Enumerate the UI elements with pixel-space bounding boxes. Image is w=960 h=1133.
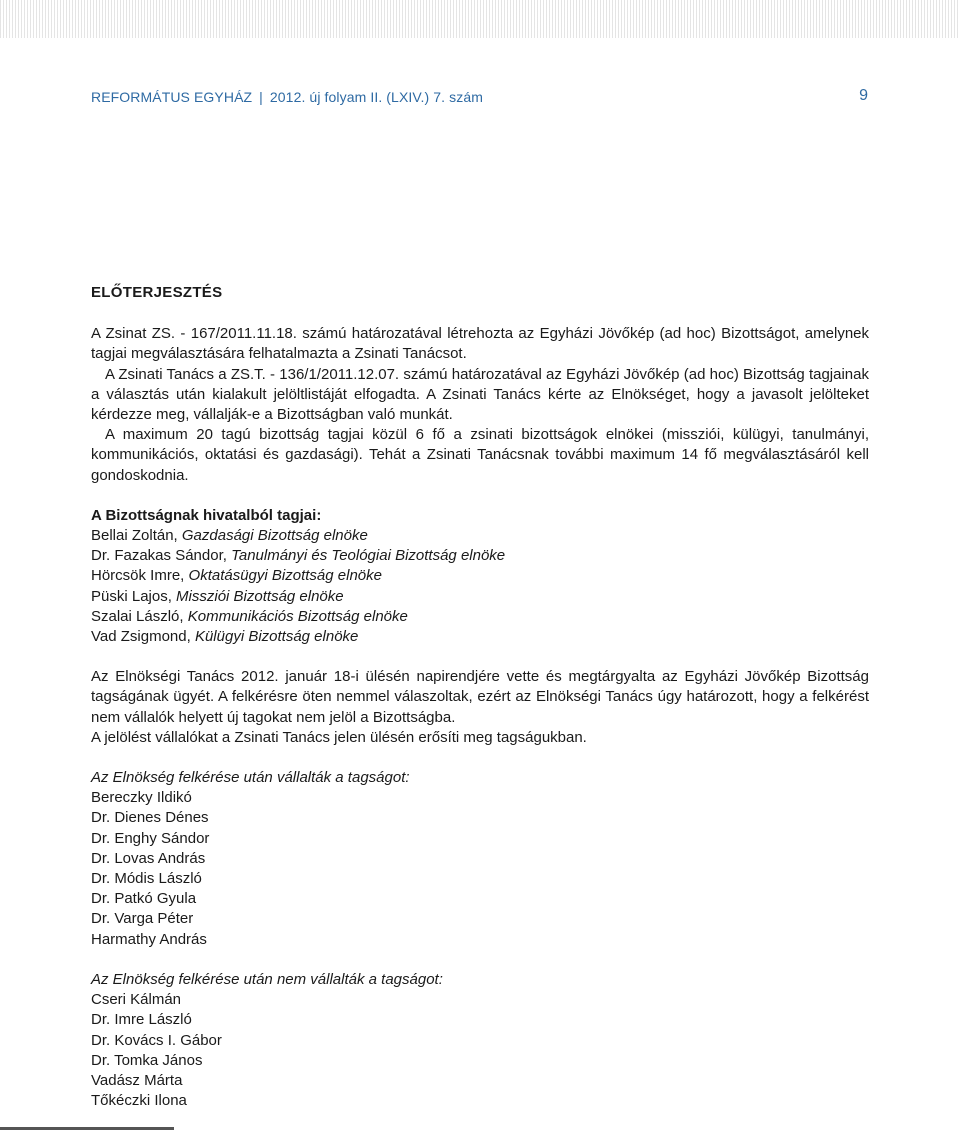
member-role: Missziói Bizottság elnöke — [176, 587, 344, 605]
list-item — [91, 587, 869, 607]
ex-officio-heading: A Bizottságnak hivatalból tagjai: — [91, 506, 322, 524]
paragraph: A maximum 20 tagú bizottság tagjai közül 6 fő a zsinati bizottságok elnökei (missziói, külügyi, tanulmányi, kommunikációs, oktatási és gazdasági). Tehát a Zsinati Tanácsnak további maximum 14 fő megválasztásáról kell gondoskodnia. — [91, 426, 869, 484]
member-role: Külügyi Bizottság elnöke — [194, 628, 359, 646]
paragraph: Az Elnökségi Tanács 2012. január 18-i ülésén napirendjére vette és megtárgyalta az Egyházi Jövőkép Bizottság tagságának ügyét. A felkérésre öten nemmel válaszoltak, ezért az Elnökségi Tanács úgy határozott, hogy a felkérést nem vállalók helyett új tagokat nem jelöl a Bizottságba. — [91, 668, 869, 726]
accepted-heading: Az Elnökség felkérése után vállalták a tagságot: — [91, 769, 410, 787]
list-item — [91, 546, 869, 566]
list-item: Harmathy András — [91, 930, 207, 948]
list-item — [91, 607, 869, 627]
article-body — [91, 283, 869, 1111]
list-item: Dr. Kovács I. Gábor — [91, 1031, 222, 1049]
spacer — [91, 748, 869, 768]
declined-heading: Az Elnökség felkérése után nem vállalták a tagságot: — [91, 970, 443, 988]
article-title: ELŐTERJESZTÉS — [91, 284, 223, 301]
member-role: Gazdasági Bizottság elnöke — [181, 527, 368, 545]
member-name: Szalai László, — [91, 607, 184, 625]
spacer — [91, 486, 869, 506]
member-role: Kommunikációs Bizottság elnöke — [187, 607, 408, 625]
list-item — [91, 526, 869, 546]
spacer — [91, 647, 869, 667]
decorative-top-border — [0, 0, 960, 38]
list-item: Dr. Tomka János — [91, 1051, 203, 1069]
accepted-list — [91, 788, 869, 950]
paragraph: A Zsinat ZS. - 167/2011.11.18. számú határozatával létrehozta az Egyházi Jövőkép (ad hoc) Bizottságot, amelynek tagjai megválasztására felhatalmazta a Zsinati Tanácsot. — [91, 325, 869, 363]
list-item: Dr. Enghy Sándor — [91, 829, 210, 847]
ex-officio-list — [91, 526, 869, 647]
member-name: Dr. Fazakas Sándor, — [91, 547, 227, 565]
header-separator: | — [259, 89, 263, 105]
publication-name: REFORMÁTUS EGYHÁZ — [91, 89, 253, 105]
list-item — [91, 627, 869, 647]
member-name: Vad Zsigmond, — [91, 628, 191, 646]
declined-list — [91, 990, 869, 1111]
spacer — [91, 950, 869, 970]
list-item: Dr. Imre László — [91, 1011, 192, 1029]
paragraph: A jelölést vállalókat a Zsinati Tanács jelen ülésén erősíti meg tagságukban. — [91, 728, 587, 746]
list-item: Dr. Patkó Gyula — [91, 890, 197, 908]
list-item: Dr. Módis László — [91, 870, 202, 888]
issue-info: 2012. új folyam II. (LXIV.) 7. szám — [269, 89, 483, 105]
list-item: Dr. Dienes Dénes — [91, 809, 209, 827]
footer-rule — [0, 1127, 174, 1130]
list-item: Dr. Lovas András — [91, 849, 206, 867]
member-role: Oktatásügyi Bizottság elnöke — [188, 567, 382, 585]
paragraph: A Zsinati Tanács a ZS.T. - 136/1/2011.12.07. számú határozatával az Egyházi Jövőkép (ad hoc) Bizottság tagjainak a választás után kialakult jelöltlistáját elfogadta. A Zsinati Tanács kérte az Elnökséget, hogy a javasolt jelölteket kérdezze meg, vállalják-e a Bizottságban való munkát. — [91, 365, 869, 424]
member-name: Püski Lajos, — [91, 587, 172, 605]
list-item: Dr. Varga Péter — [91, 910, 194, 928]
member-name: Hörcsök Imre, — [91, 567, 185, 585]
list-item — [91, 566, 869, 586]
member-name: Bellai Zoltán, — [91, 527, 178, 545]
running-header — [91, 89, 869, 105]
page-number: 9 — [859, 87, 868, 104]
list-item: Vadász Márta — [91, 1071, 183, 1089]
list-item: Tőkéczki Ilona — [91, 1092, 187, 1110]
list-item: Bereczky Ildikó — [91, 789, 192, 807]
list-item: Cseri Kálmán — [91, 991, 182, 1009]
member-role: Tanulmányi és Teológiai Bizottság elnöke — [231, 547, 506, 565]
